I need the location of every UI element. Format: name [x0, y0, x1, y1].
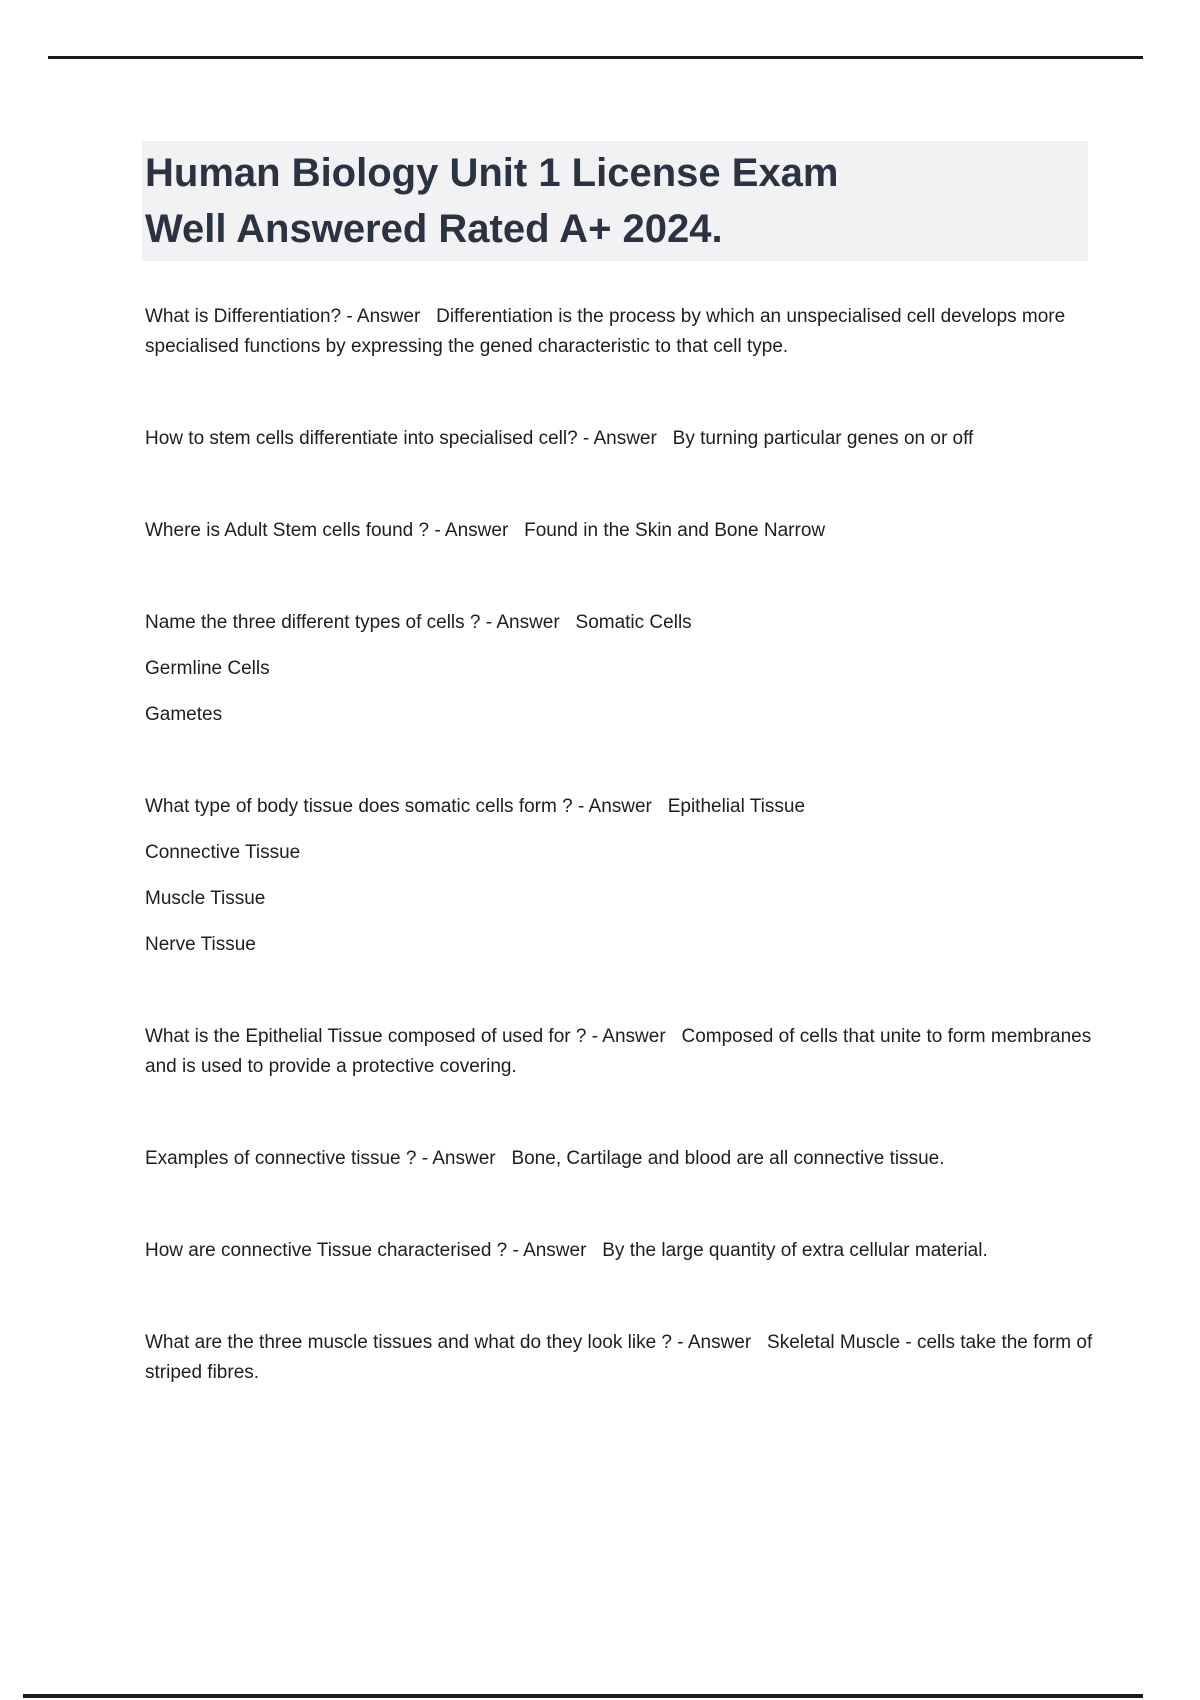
qa-group [145, 608, 1093, 730]
qa-paragraph: Name the three different types of cells ? - Answer Somatic Cells [145, 612, 692, 633]
qa-paragraph: Where is Adult Stem cells found ? - Answer Found in the Skin and Bone Narrow [145, 520, 826, 541]
qa-paragraph: Germline Cells [145, 658, 270, 679]
qa-paragraph: What are the three muscle tissues and what do they look like ? - Answer Skeletal Muscle - cells take the form of striped fibres. [145, 1332, 1098, 1383]
qa-group [145, 302, 1093, 362]
qa-paragraph: Muscle Tissue [145, 888, 266, 909]
qa-group [145, 1022, 1097, 1082]
qa-paragraph: Examples of connective tissue ? - Answer Bone, Cartilage and blood are all connective tissue. [145, 1148, 945, 1169]
qa-paragraph: Gametes [145, 704, 223, 725]
qa-content [145, 302, 1098, 1388]
qa-paragraph: What is Differentiation? - Answer Differentiation is the process by which an unspecialised cell develops more specialised functions by expressing the gened characteristic to that cell type. [145, 306, 1071, 357]
qa-group [145, 1328, 1098, 1388]
page-top-rule [48, 56, 1143, 59]
page-title-line-1: Human Biology Unit 1 License Exam [145, 151, 839, 195]
title-highlight-block [142, 141, 1088, 261]
qa-group [145, 792, 1093, 960]
qa-paragraph: How are connective Tissue characterised ? - Answer By the large quantity of extra cellular material. [145, 1240, 988, 1261]
qa-paragraph: How to stem cells differentiate into specialised cell? - Answer By turning particular genes on or off [145, 428, 974, 449]
qa-paragraph: Nerve Tissue [145, 934, 256, 955]
qa-group [145, 1236, 1093, 1266]
qa-group [145, 1144, 1093, 1174]
page-title-line-2: Well Answered Rated A+ 2024. [145, 207, 723, 251]
qa-paragraph: What is the Epithelial Tissue composed of used for ? - Answer Composed of cells that unite to form membranes and is used to provide a protective covering. [145, 1026, 1097, 1077]
qa-paragraph: What type of body tissue does somatic cells form ? - Answer Epithelial Tissue [145, 796, 806, 817]
qa-paragraph: Connective Tissue [145, 842, 301, 863]
qa-group [145, 424, 1093, 454]
qa-group [145, 516, 1093, 546]
page-bottom-rule [23, 1694, 1143, 1698]
document-page [145, 141, 1098, 1388]
